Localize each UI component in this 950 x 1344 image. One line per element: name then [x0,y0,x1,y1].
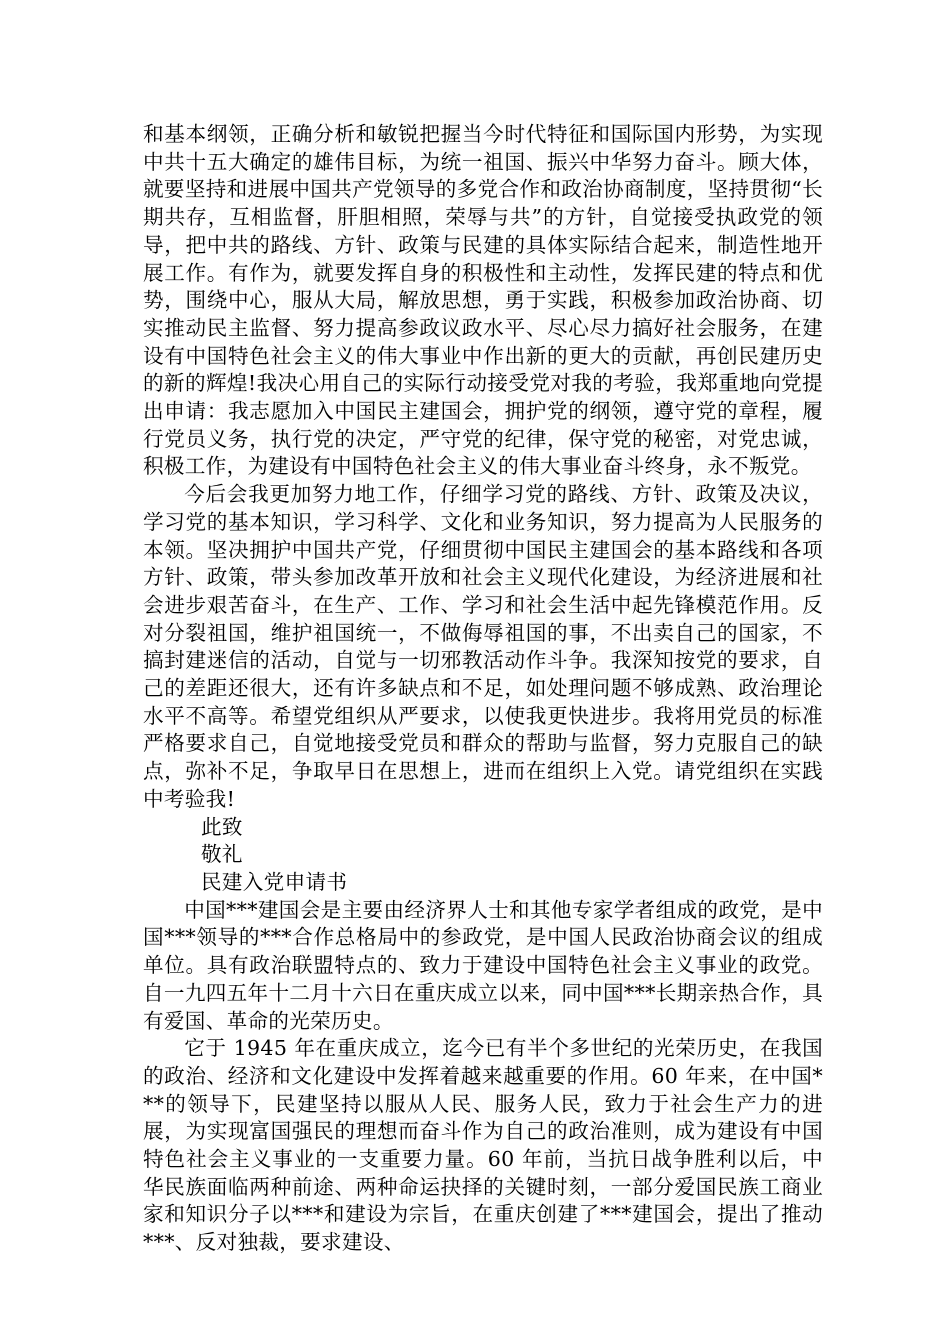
closing-respect: 敬礼 [201,842,243,867]
paragraph-future-commitment: 今后会我更加努力地工作，仔细学习党的路线、方针、政策及决议，学习党的基本知识，学习科学、文化和业务知识，努力提高为人民服务的本领。坚决拥护中国共产党，仔细贯彻中国民主建国会的基本路线和各项方针、政策，带头参加改革开放和社会主义现代化建设，为经济进展和社会进步艰苦奋斗，在生产、工作、学习和社会生活中起先锋模范作用。反对分裂祖国，维护祖国统一，不做侮辱祖国的事，不出卖自己的国家，不搞封建迷信的活动，自觉与一切邪教活动作斗争。我深知按党的要求，自己的差距还很大，还有许多缺点和不足，如处理问题不够成熟、政治理论水平不高等。希望党组织从严要求，以使我更快进步。我将用党员的标准严格要求自己，自觉地接受党员和群众的帮助与监督，努力克服自己的缺点，弥补不足，争取早日在思想上，进而在组织上入党。请党组织在实践中考验我! [143,482,823,811]
section-heading: 民建入党申请书 [201,869,348,894]
paragraph-party-history: 它于 1945 年在重庆成立，迄今已有半个多世纪的光荣历史，在我国的政治、经济和文化建设中发挥着越来越重要的作用。60 年来，在中国***的领导下，民建坚持以服从人民、服务人民，致力于社会生产力的进展，为实现富国强民的理想而奋斗作为自己的政治准则，成为建设有中国特色社会主义事业的一支重要力量。60 年前，当抗日战争胜利以后，中华民族面临两种前途、两种命运抉择的关键时刻，一部分爱国民族工商业家和知识分子以***和建设为宗旨，在重庆创建了***建国会，提出了推动***、反对独裁，要求建设、 [143,1036,823,1255]
closing-salutation: 此致 [201,814,243,839]
paragraph-party-principles: 和基本纲领，正确分析和敏锐把握当今时代特征和国际国内形势，为实现中共十五大确定的雄伟目标，为统一祖国、振兴中华努力奋斗。顾大体，就要坚持和进展中国共产党领导的多党合作和政治协商制度，坚持贯彻“长期共存，互相监督，肝胆相照，荣辱与共”的方针，自觉接受执政党的领导，把中共的路线、方针、政策与民建的具体实际结合起来，制造性地开展工作。有作为，就要发挥自身的积极性和主动性，发挥民建的特点和优势，围绕中心，服从大局，解放思想，勇于实践，积极参加政治协商、切实推动民主监督、努力提高参政议政水平、尽心尽力搞好社会服务，在建设有中国特色社会主义的伟大事业中作出新的更大的贡献，再创民建历史的新的辉煌!我决心用自己的实际行动接受党对我的考验，我郑重地向党提出申请：我志愿加入中国民主建国会，拥护党的纲领，遵守党的章程，履行党员义务，执行党的决定，严守党的纪律，保守党的秘密，对党忠诚，积极工作，为建设有中国特色社会主义的伟大事业奋斗终身，永不叛党。 [143,122,823,479]
paragraph-party-introduction: 中国***建国会是主要由经济界人士和其他专家学者组成的政党，是中国***领导的***合作总格局中的参政党，是中国人民政治协商会议的组成单位。具有政治联盟特点的、致力于建设中国特色社会主义事业的政党。自一九四五年十二月十六日在重庆成立以来，同中国***长期亲热合作，具有爱国、革命的光荣历史。 [143,897,823,1033]
document-body [143,121,823,1257]
